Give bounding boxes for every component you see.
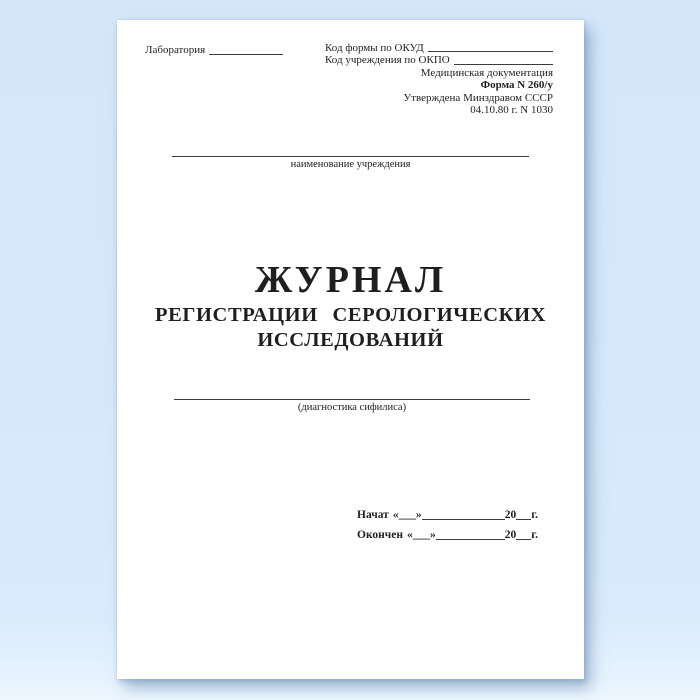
started-day-blank: «___» — [392, 509, 422, 521]
okud-code-row — [325, 42, 553, 54]
laboratory-field — [145, 44, 283, 57]
finished-day-blank: «___» — [407, 529, 436, 541]
okpo-code-row — [325, 54, 553, 66]
doc-type-line: Медицинская документация — [420, 66, 553, 79]
started-month-blank-line — [422, 511, 505, 520]
finished-month-blank-line — [436, 531, 505, 540]
form-number-line: Форма N 260/у — [480, 79, 553, 92]
okud-label: Код формы по ОКУД — [325, 42, 424, 54]
started-year-prefix: 20 — [504, 509, 517, 521]
started-date-row — [357, 509, 538, 522]
subtitle-caption: (диагностика сифилиса) — [297, 402, 407, 413]
approval-block — [325, 67, 553, 117]
finished-year-blank-line — [516, 531, 531, 540]
started-year-suffix: г. — [531, 509, 538, 521]
approval-date-line: 04.10.80 г. N 1030 — [470, 104, 553, 117]
dates-block — [357, 509, 538, 542]
page-title-sub2: ИССЛЕДОВАНИЙ — [257, 329, 444, 351]
okpo-label: Код учреждения по ОКПО — [325, 54, 450, 67]
journal-cover-page — [117, 20, 584, 679]
finished-year-prefix: 20 — [504, 529, 517, 541]
codes-block — [325, 42, 553, 116]
title-block — [117, 260, 584, 353]
institution-caption: наименование учреждения — [290, 159, 411, 170]
laboratory-blank-line — [209, 46, 283, 55]
subtitle-blank — [174, 399, 530, 414]
okpo-blank-line — [454, 56, 553, 65]
started-year-blank-line — [516, 511, 531, 520]
page-title: ЖУРНАЛ — [254, 259, 447, 301]
approved-by-line: Утверждена Минздравом СССР — [403, 91, 553, 104]
page-title-sub1: РЕГИСТРАЦИИ СЕРОЛОГИЧЕСКИХ — [154, 304, 547, 326]
laboratory-label: Лаборатория — [145, 44, 206, 56]
finished-date-row — [357, 529, 538, 542]
finished-year-suffix: г. — [531, 529, 538, 541]
finished-label: Окончен — [357, 529, 404, 541]
okud-blank-line — [428, 43, 553, 52]
started-label: Начат — [357, 509, 389, 521]
institution-name-blank — [172, 156, 529, 171]
